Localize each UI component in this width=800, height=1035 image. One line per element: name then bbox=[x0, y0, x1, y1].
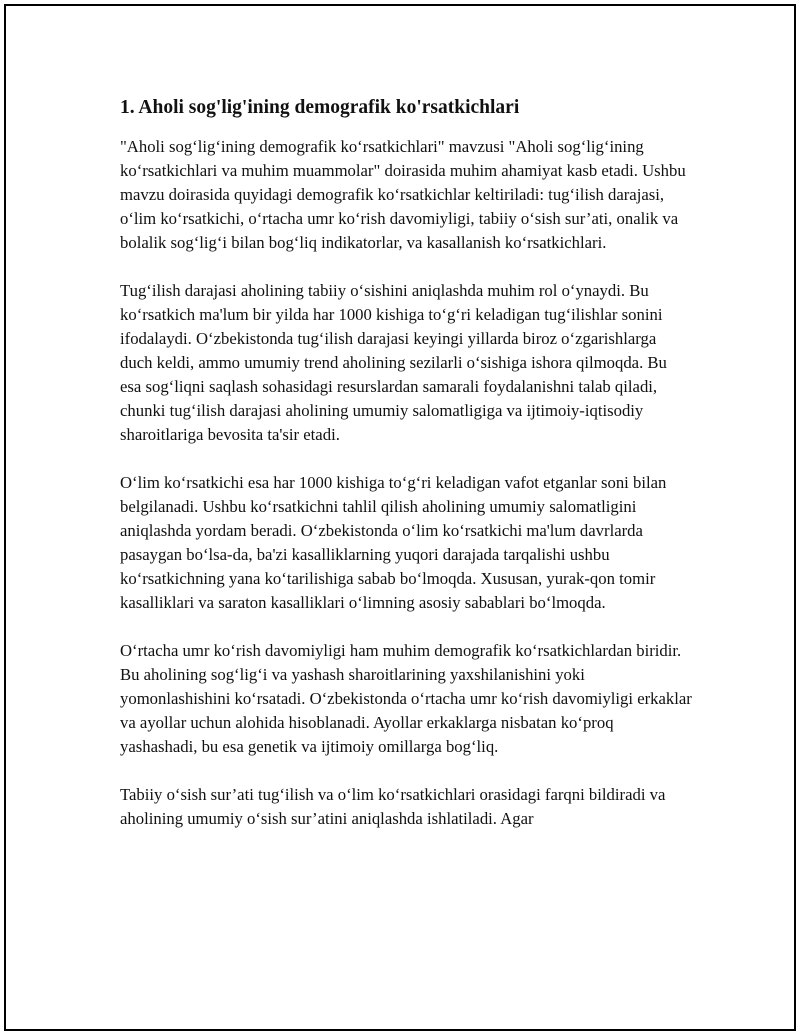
section-heading: 1. Aholi sog'lig'ining demografik ko'rsatkichlari bbox=[120, 97, 520, 118]
document-body bbox=[120, 94, 692, 855]
paragraph-2: Tug‘ilish darajasi aholining tabiiy o‘sishini aniqlashda muhim rol o‘ynaydi. Bu ko‘rsatkich ma'lum bir yilda har 1000 kishiga to‘g‘ri keladigan tug‘ilishlar sonini ifodalaydi. O‘zbekistonda tug‘ilish darajasi keyingi yillarda biroz o‘zgarishlarga duch keldi, ammo umumiy trend aholining sezilarli o‘sishiga ishora qilmoqda. Bu esa sog‘liqni saqlash sohasidagi resurslardan samarali foydalanishni talab qiladi, chunki tug‘ilish darajasi aholining umumiy salomatligiga va ijtimoiy-iqtisodiy sharoitlariga bevosita ta'sir etadi. bbox=[120, 281, 667, 445]
paragraph-4: O‘rtacha umr ko‘rish davomiyligi ham muhim demografik ko‘rsatkichlardan biridir. Bu aholining sog‘lig‘i va yashash sharoitlarining yaxshilanishini yoki yomonlashishini ko‘rsatadi. O‘zbekistonda o‘rtacha umr ko‘rish davomiyligi erkaklar va ayollar uchun alohida hisoblanadi. Ayollar erkaklarga nisbatan ko‘proq yashashadi, bu esa genetik va ijtimoiy omillarga bog‘liq. bbox=[120, 641, 692, 757]
paragraph-5: Tabiiy o‘sish sur’ati tug‘ilish va o‘lim ko‘rsatkichlari orasidagi farqni bildiradi va aholining umumiy o‘sish sur’atini aniqlashda ishlatiladi. Agar bbox=[120, 785, 666, 829]
paragraph-1: "Aholi sog‘lig‘ining demografik ko‘rsatkichlari" mavzusi "Aholi sog‘lig‘ining ko‘rsatkichlari va muhim muammolar" doirasida muhim ahamiyat kasb etadi. Ushbu mavzu doirasida quyidagi demografik ko‘rsatkichlar keltiriladi: tug‘ilish darajasi, o‘lim ko‘rsatkichi, o‘rtacha umr ko‘rish davomiyligi, tabiiy o‘sish sur’ati, onalik va bolalik sog‘lig‘i bilan bog‘liq indikatorlar, va kasallanish ko‘rsatkichlari. bbox=[120, 137, 686, 253]
document-page bbox=[4, 4, 796, 1031]
paragraph-3: O‘lim ko‘rsatkichi esa har 1000 kishiga to‘g‘ri keladigan vafot etganlar soni bilan belgilanadi. Ushbu ko‘rsatkichni tahlil qilish aholining umumiy salomatligini aniqlashda yordam beradi. O‘zbekistonda o‘lim ko‘rsatkichi ma'lum davrlarda pasaygan bo‘lsa-da, ba'zi kasalliklarning yuqori darajada tarqalishi ushbu ko‘rsatkichning yana ko‘tarilishiga sabab bo‘lmoqda. Xususan, yurak-qon tomir kasalliklari va saraton kasalliklari o‘limning asosiy sabablari bo‘lmoqda. bbox=[120, 473, 667, 613]
